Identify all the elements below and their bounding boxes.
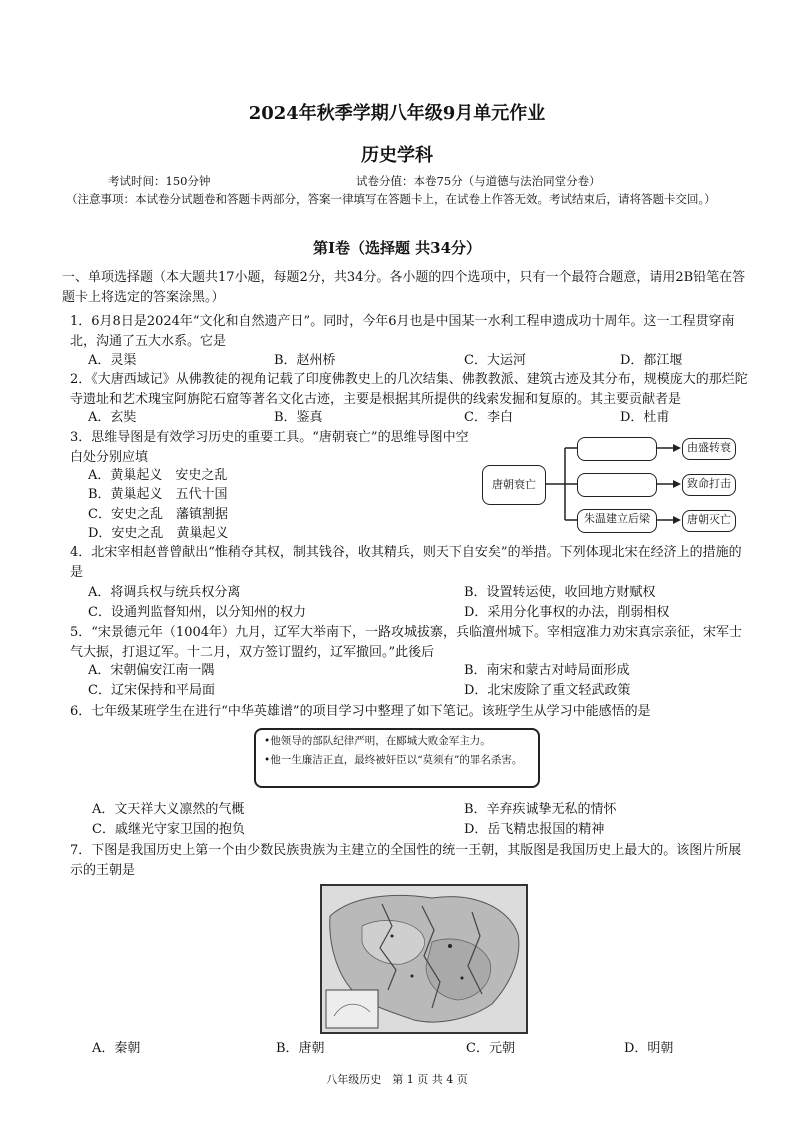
mindmap-right-3: 唐朝灭亡 <box>682 510 736 532</box>
mindmap-right-2: 致命打击 <box>682 474 736 496</box>
q6-option-a: A．文天祥大义凛然的气概 <box>92 802 245 817</box>
q7-option-a: A．秦朝 <box>92 1041 141 1056</box>
hero-note-line-1: •他领导的部队纪律严明，在郾城大败金军主力。 <box>264 735 491 747</box>
exam-score: 试卷分值：本卷75分（与道德与法治同堂分卷） <box>356 174 601 188</box>
exam-time: 考试时间：150分钟 <box>108 174 211 188</box>
hero-note-line-2: •他一生廉洁正直，最终被奸臣以“莫须有”的罪名杀害。 <box>264 754 523 766</box>
q7-option-c: C．元朝 <box>466 1041 515 1056</box>
question-3-stem: 3．思维导图是有效学习历史的重要工具。“唐朝衰亡”的思维导图中空白处分别应填 <box>70 430 469 465</box>
question-6-stem: 6．七年级某班学生在进行“中华英雄谱”的项目学习中整理了如下笔记。该班学生从学习中能感悟的是 <box>70 704 651 719</box>
q3-option-b: B．黄巢起义 五代十国 <box>88 487 228 502</box>
question-5-stem: 5．“宋景德元年（1004年）九月，辽军大举南下，一路攻城拔寨，兵临澶州城下。宰相寇准力劝宋真宗亲征，宋军士气大振，打退辽军。十二月，双方签订盟约，辽军撤回。”此後后 <box>70 625 743 660</box>
q7-option-d: D．明朝 <box>624 1041 674 1056</box>
question-1-stem: 1．6月8日是2024年“文化和自然遗产日”。同时，今年6月也是中国某一水利工程申遗成功十周年。这一工程贯穿南北，沟通了五大水系。它是 <box>70 314 735 349</box>
q2-option-b: B．鉴真 <box>274 410 323 425</box>
yuan-dynasty-map <box>320 884 528 1034</box>
q3-option-d: D．安史之乱 黄巢起义 <box>88 526 229 541</box>
instructions: 一、单项选择题（本大题共17小题，每题2分，共34分。各小题的四个选项中，只有一个最符合题意，请用2B铅笔在答题卡上将选定的答案涂黑。） <box>62 270 746 305</box>
question-2-stem: 2．《大唐西域记》从佛教徒的视角记载了印度佛教史上的几次结集、佛教教派、建筑古迹及其分布，规模庞大的那烂陀寺遗址和艺术瑰宝阿旃陀石窟等著名文化古迹，主要是根据其所提供的线索发掘和复原的。其主要贡献者是 <box>70 372 748 407</box>
page-footer: 八年级历史 第 1 页 共 4 页 <box>326 1073 468 1086</box>
section-title: 第Ⅰ卷（选择题 共34分） <box>312 239 482 257</box>
q3-option-a: A．黄巢起义 安史之乱 <box>88 468 228 483</box>
mindmap-right-1: 由盛转衰 <box>682 438 736 460</box>
q1-option-d: D．都江堰 <box>620 353 683 368</box>
mindmap-blank-2 <box>577 473 657 497</box>
q1-option-c: C．大运河 <box>464 353 526 368</box>
q1-option-a: A．灵渠 <box>88 353 137 368</box>
q5-option-c: C．辽宋保持和平局面 <box>88 683 215 698</box>
question-4-stem: 4．北宋宰相赵普曾献出“惟稍夺其权，制其钱谷，收其精兵，则天下自安矣”的举措。下列体现北宋在经济上的措施的是 <box>70 545 742 580</box>
q4-option-c: C．设通判监督知州，以分知州的权力 <box>88 605 306 620</box>
subject-title: 历史学科 <box>361 145 433 166</box>
q2-option-c: C．李白 <box>464 410 513 425</box>
mindmap-left-3: 朱温建立后梁 <box>577 509 657 533</box>
q4-option-d: D．采用分化事权的办法，削弱相权 <box>464 605 670 620</box>
q1-option-b: B．赵州桥 <box>274 353 336 368</box>
q6-option-b: B．辛弃疾诚挚无私的情怀 <box>464 802 617 817</box>
mindmap-center: 唐朝衰亡 <box>482 465 546 505</box>
q6-option-d: D．岳飞精忠报国的精神 <box>464 822 605 837</box>
q6-option-c: C．戚继光守家卫国的抱负 <box>92 822 245 837</box>
q5-option-d: D．北宋废除了重文轻武政策 <box>464 683 631 698</box>
q2-option-a: A．玄奘 <box>88 410 137 425</box>
exam-title: 2024年秋季学期八年级9月单元作业 <box>248 103 546 124</box>
question-7-stem: 7．下图是我国历史上第一个由少数民族贵族为主建立的全国性的统一王朝，其版图是我国历史上最大的。该图片所展示的王朝是 <box>70 843 742 878</box>
q4-option-a: A．将调兵权与统兵权分离 <box>88 585 241 600</box>
q7-option-b: B．唐朝 <box>276 1041 325 1056</box>
q4-option-b: B．设置转运使，收回地方财赋权 <box>464 585 656 600</box>
q5-option-a: A．宋朝偏安江南一隅 <box>88 663 215 678</box>
exam-notice: （注意事项：本试卷分试题卷和答题卡两部分，答案一律填写在答题卡上，在试卷上作答无效。考试结束后，请将答题卡交回。） <box>66 192 716 206</box>
q3-option-c: C．安史之乱 藩镇割据 <box>88 507 228 522</box>
q5-option-b: B．南宋和蒙古对峙局面形成 <box>464 663 630 678</box>
mindmap-blank-1 <box>577 437 657 461</box>
hero-note-box <box>254 728 540 788</box>
q2-option-d: D．杜甫 <box>620 410 670 425</box>
